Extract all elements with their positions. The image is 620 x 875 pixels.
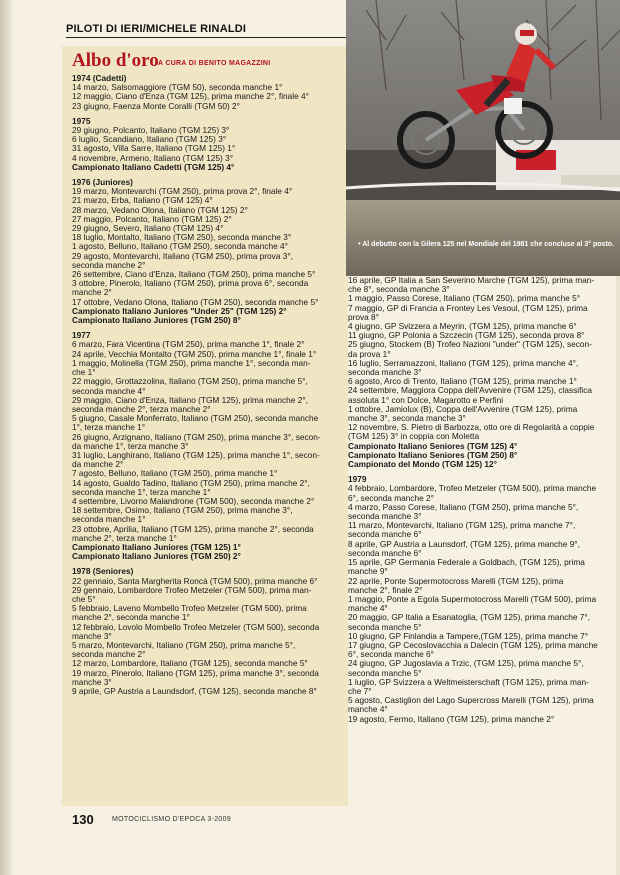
race-result-line: 1 maggio, Ponte a Egola Supermotocross Marelli (TGM 500), prima [348,593,597,604]
race-result-line: 6 agosto, Arco di Trento, Italiano (TGM 125), prima manche 1° [348,376,577,387]
race-result-line: 31 agosto, Villa Sarre, Italiano (TGM 125) 1° [72,143,236,154]
race-result-line: che 7° [348,685,372,696]
race-result-line: 29 giugno, Polcanto, Italiano (TGM 125) 3° [72,125,230,136]
race-result-line: manche 2° [72,287,112,298]
championship-result: Campionato Italiano Juniores (TGM 250) 2° [72,551,241,562]
championship-result: Campionato Italiano Seniores (TGM 250) 8° [348,449,518,460]
race-result-line: 14 agosto, Gualdo Tadino, Italiano (TGM 250), prima manche 2°, [72,477,310,488]
race-result-line: 18 settembre, Osimo, Italiano (TGM 250), prima manche 3°, [72,505,293,516]
race-result-line: seconda manche 2° [72,259,146,270]
championship-result: Campionato del Mondo (TGM 125) 12° [348,459,497,470]
race-result-line: (TGM 125) 3° in coppia con Moletta [348,431,480,442]
championship-result: Campionato Italiano Seniores (TGM 125) 4° [348,440,518,451]
race-result-line: 22 aprile, Ponte Supermotocross Marelli (TGM 125), prima [348,575,564,586]
race-result-line: manche 3°, seconda manche 3° [348,413,466,424]
race-result-line: seconda manche 1° [72,514,146,525]
race-result-line: 1 ottobre, Jamiolux (B), Coppa dell'Avvenire (TGM 125), prima [348,403,578,414]
race-result-line: 5 agosto, Castiglion del Lago Supercross Marelli (TGM 125), prima [348,695,594,706]
race-result-line: 9 aprile, GP Austria a Laundsdorf, (TGM 125), seconda manche 8° [72,686,317,696]
race-result-line: 3 ottobre, Pinerolo, Italiano (TGM 250), prima prova 6°, seconda [72,278,309,289]
race-result-line: 18 luglio, Montalto, Italiano (TGM 250), seconda manche 3° [72,232,292,243]
race-result-line: 1 agosto, Belluno, Italiano (TGM 250), seconda manche 4° [72,241,288,252]
race-result-line: seconda manche 5° [348,667,422,678]
race-result-line: 11 marzo, Montevarchi, Italiano (TGM 125), prima manche 7°, [348,520,576,531]
race-result-line: manche 4° [348,603,388,614]
race-result-line: 7 maggio, GP di Francia a Frontey Les Vesoul, (TGM 125), prima [348,302,588,313]
race-result-line: da prova 1° [348,348,391,359]
race-result-line: 11 giugno, GP Polonia a Szczecin (TGM 125), seconda prova 8° [348,330,585,341]
race-result-line: 4 novembre, Armeno, Italiano (TGM 125) 3° [72,152,234,163]
race-result-line: manche 2°, terza manche 1° [72,532,177,543]
race-result-line: 4 febbraio, Lombardore, Trofeo Metzeler (TGM 500), prima manche [348,483,597,494]
race-result-line: 5 febbraio, Laveno Mombello Trofeo Metzeler (TGM 500), prima [72,603,307,614]
race-result-line: 6 marzo, Fara Vicentina (TGM 250), prima manche 1°, finale 2° [72,339,305,350]
race-result-line: 1°, terza manche 1° [72,422,146,433]
race-result-line: seconda manche 6° [348,529,422,540]
year-heading: 1979 [348,474,367,485]
race-result-line: 24 giugno, GP Jugoslavia a Trzic, (TGM 125), prima manche 5°, [348,658,584,669]
race-result-line: 12 febbraio, Lovolo Mombello Trofeo Metzeler (TGM 500), seconda [72,621,320,632]
race-result-line: manche 9° [348,566,388,577]
championship-result: Campionato Italiano Juniores (TGM 250) 8° [72,315,241,326]
race-result-line: 23 giugno, Faenza Monte Coralli (TGM 50) 2° [72,100,240,111]
race-result-line: 15 aprile, GP Germania Federale a Goldbach, (TGM 125), prima [348,557,585,568]
race-result-line: 4 settembre, Livorno Malandrone (TGM 500), seconda manche 2° [72,495,315,506]
race-result-line: manche 2°, seconda manche 1° [72,612,190,623]
race-result-line: 31 luglio, Langhirano, Italiano (TGM 125), prima manche 1°, secon- [72,449,320,460]
race-result-line: che 1° [72,367,96,378]
race-result-line: 1 maggio, Passo Corese, Italiano (TGM 250), prima manche 5° [348,293,581,304]
page-gutter-shadow [0,0,14,875]
magazine-footer: MOTOCICLISMO D'EPOCA 3-2009 [112,816,232,823]
race-result-line: seconda manche 2°, terza manche 2° [72,403,211,414]
year-heading: 1975 [72,115,91,126]
race-result-line: prova 8° [348,311,379,322]
year-heading: 1974 (Cadetti) [72,73,127,83]
race-result-line: 12 marzo, Lombardore, Italiano (TGM 125), seconda manche 5° [72,658,308,669]
page-number: 130 [72,812,94,827]
race-result-line: 17 ottobre, Vedano Olona, Italiano (TGM 250), seconda manche 5° [72,296,319,307]
race-result-line: 19 marzo, Montevarchi (TGM 250), prima prova 2°, finale 4° [72,186,293,197]
page-title: Albo d'oro [72,50,159,71]
championship-result: Campionato Italiano Juniores "Under 25" (TGM 125) 2° [72,305,287,316]
race-result-line: da manche 2° [72,459,124,470]
race-result-line: seconda manche 6° [348,547,422,558]
race-result-line: 17 giugno, GP Cecoslovacchia a Dalecin (TGM 125), prima manche [348,639,598,650]
race-result-line: 14 marzo, Salsomaggiore (TGM 50), seconda manche 1° [72,82,283,93]
race-result-line: 29 maggio, Ciano d'Enza, Italiano (TGM 125), prima manche 2°, [72,394,308,405]
results-column-right [348,276,616,724]
race-result-line: 24 aprile, Vecchia Montalto (TGM 250), prima manche 1°, finale 1° [72,348,317,359]
race-result-line: da manche 1°, terza manche 3° [72,440,189,451]
year-heading: 1977 [72,330,91,341]
section-header: PILOTI DI IERI/MICHELE RINALDI [66,23,247,35]
race-result-line: 1 maggio, Molinella (TGM 250), prima manche 1°, seconda man- [72,357,311,368]
race-result-line: che 5° [72,593,96,604]
page-subtitle: A CURA DI BENITO MAGAZZINI [158,60,271,67]
race-result-line: 25 giugno, Stockem (B) Trofeo Nazioni "under" (TGM 125), secon- [348,339,592,350]
race-result-line: 29 agosto, Montevarchi, Italiano (TGM 250), prima prova 3°, [72,250,293,261]
race-result-line: 24 settembre, Maggiora Coppa dell'Avvenire (TGM 125), classifica [348,385,592,396]
race-result-line: 1 luglio, GP Svizzera a Weltmeisterschaft (TGM 125), prima man- [348,676,589,687]
race-result-line: 28 marzo, Vedano Olona, Italiano (TGM 125) 2° [72,204,248,215]
race-result-line: 6 luglio, Scandiano, Italiano (TGM 125) 3° [72,134,227,145]
race-result-line: 6°, seconda manche 2° [348,492,434,503]
race-result-line: 26 giugno, Arzignano, Italiano (TGM 250), prima manche 3°, secon- [72,431,321,442]
race-result-line: che 8°, seconda manche 3° [348,284,450,295]
race-result-line: manche 3° [72,676,112,687]
race-result-line: 8 aprile, GP Austria a Launsdorf, (TGM 125), prima manche 9°, [348,538,580,549]
header-rule [66,37,346,38]
race-result-line: 4 marzo, Passo Corese, Italiano (TGM 250), prima manche 5°, [348,501,579,512]
year-heading: 1978 (Seniores) [72,566,134,577]
race-result-line: seconda manche 4° [72,385,146,396]
race-result-line: 29 gennaio, Lombardore Trofeo Metzeler (TGM 500), prima man- [72,584,312,595]
race-result-line: 12 novembre, S. Pietro di Barbozza, otto ore di Regolarità a coppie [348,422,595,433]
race-result-line: 16 aprile, GP Italia a San Severino Marche (TGM 125), prima man- [348,275,595,285]
race-result-line: seconda manche 3° [348,367,422,378]
championship-result: Campionato Italiano Juniores (TGM 125) 1° [72,541,241,552]
year-heading: 1976 (Juniores) [72,177,133,188]
race-result-line: seconda manche 5° [348,621,422,632]
race-result-line: 6°, seconda manche 6° [348,649,434,660]
race-result-line: 21 marzo, Erba, Italiano (TGM 125) 4° [72,195,213,206]
race-result-line: assoluta 1° con Dolce, Magarotto e Perfini [348,394,504,405]
race-result-line: manche 3° [72,630,112,641]
race-result-line: 29 giugno, Severo, Italiano (TGM 125) 4° [72,223,224,234]
race-result-line: 4 giugno, GP Svizzera a Meyrin, (TGM 125), prima manche 6° [348,321,577,332]
results-column-left [72,74,348,696]
race-result-line: 22 maggio, Grottazzolina, Italiano (TGM 250), prima manche 5°, [72,376,308,387]
championship-result: Campionato Italiano Cadetti (TGM 125) 4° [72,161,235,172]
race-result-line: seconda manche 3° [348,511,422,522]
race-result-line: 5 giugno, Casale Monferrato, Italiano (TGM 250), seconda manche [72,413,319,424]
race-result-line: 7 agosto, Belluno, Italiano (TGM 250), prima manche 1° [72,468,278,479]
race-result-line: 10 giugno, GP Finlandia a Tampere,(TGM 125), prima manche 7° [348,630,589,641]
race-result-line: 22 gennaio, Santa Margherita Roncà (TGM 500), prima manche 6° [72,575,318,586]
race-result-line: 27 maggio, Polcanto, Italiano (TGM 125) 2° [72,213,232,224]
race-result-line: 23 ottobre, Aprilia, Italiano (TGM 125), prima manche 2°, seconda [72,523,314,534]
race-result-line: 19 agosto, Fermo, Italiano (TGM 125), prima manche 2° [348,713,555,724]
race-result-line: 26 settembre, Ciano d'Enza, Italiano (TGM 250), prima manche 5° [72,269,316,280]
race-result-line: seconda manche 2° [72,649,146,660]
race-result-line: 20 maggio, GP Italia a Esanatoglia, (TGM 125), prima manche 7°, [348,612,591,623]
rider-photo [346,0,620,276]
photo-caption: • Al debutto con la Gilera 125 nel Mondiale del 1981 che concluse al 3° posto. [358,241,614,248]
race-result-line: 16 luglio, Serramazzoni, Italiano (TGM 125), prima manche 4°, [348,357,579,368]
race-result-line: 19 marzo, Pinerolo, Italiano (TGM 125), prima manche 3°, seconda [72,667,319,678]
motocross-rider-image [346,0,620,276]
race-result-line: manche 2°, finale 2° [348,584,423,595]
race-result-line: 12 maggio, Ciano d'Enza (TGM 125), prima manche 2°, finale 4° [72,91,309,102]
race-result-line: 5 marzo, Montevarchi, Italiano (TGM 250), prima manche 5°, [72,639,296,650]
race-result-line: seconda manche 1°, terza manche 1° [72,486,211,497]
race-result-line: manche 4° [348,704,388,715]
